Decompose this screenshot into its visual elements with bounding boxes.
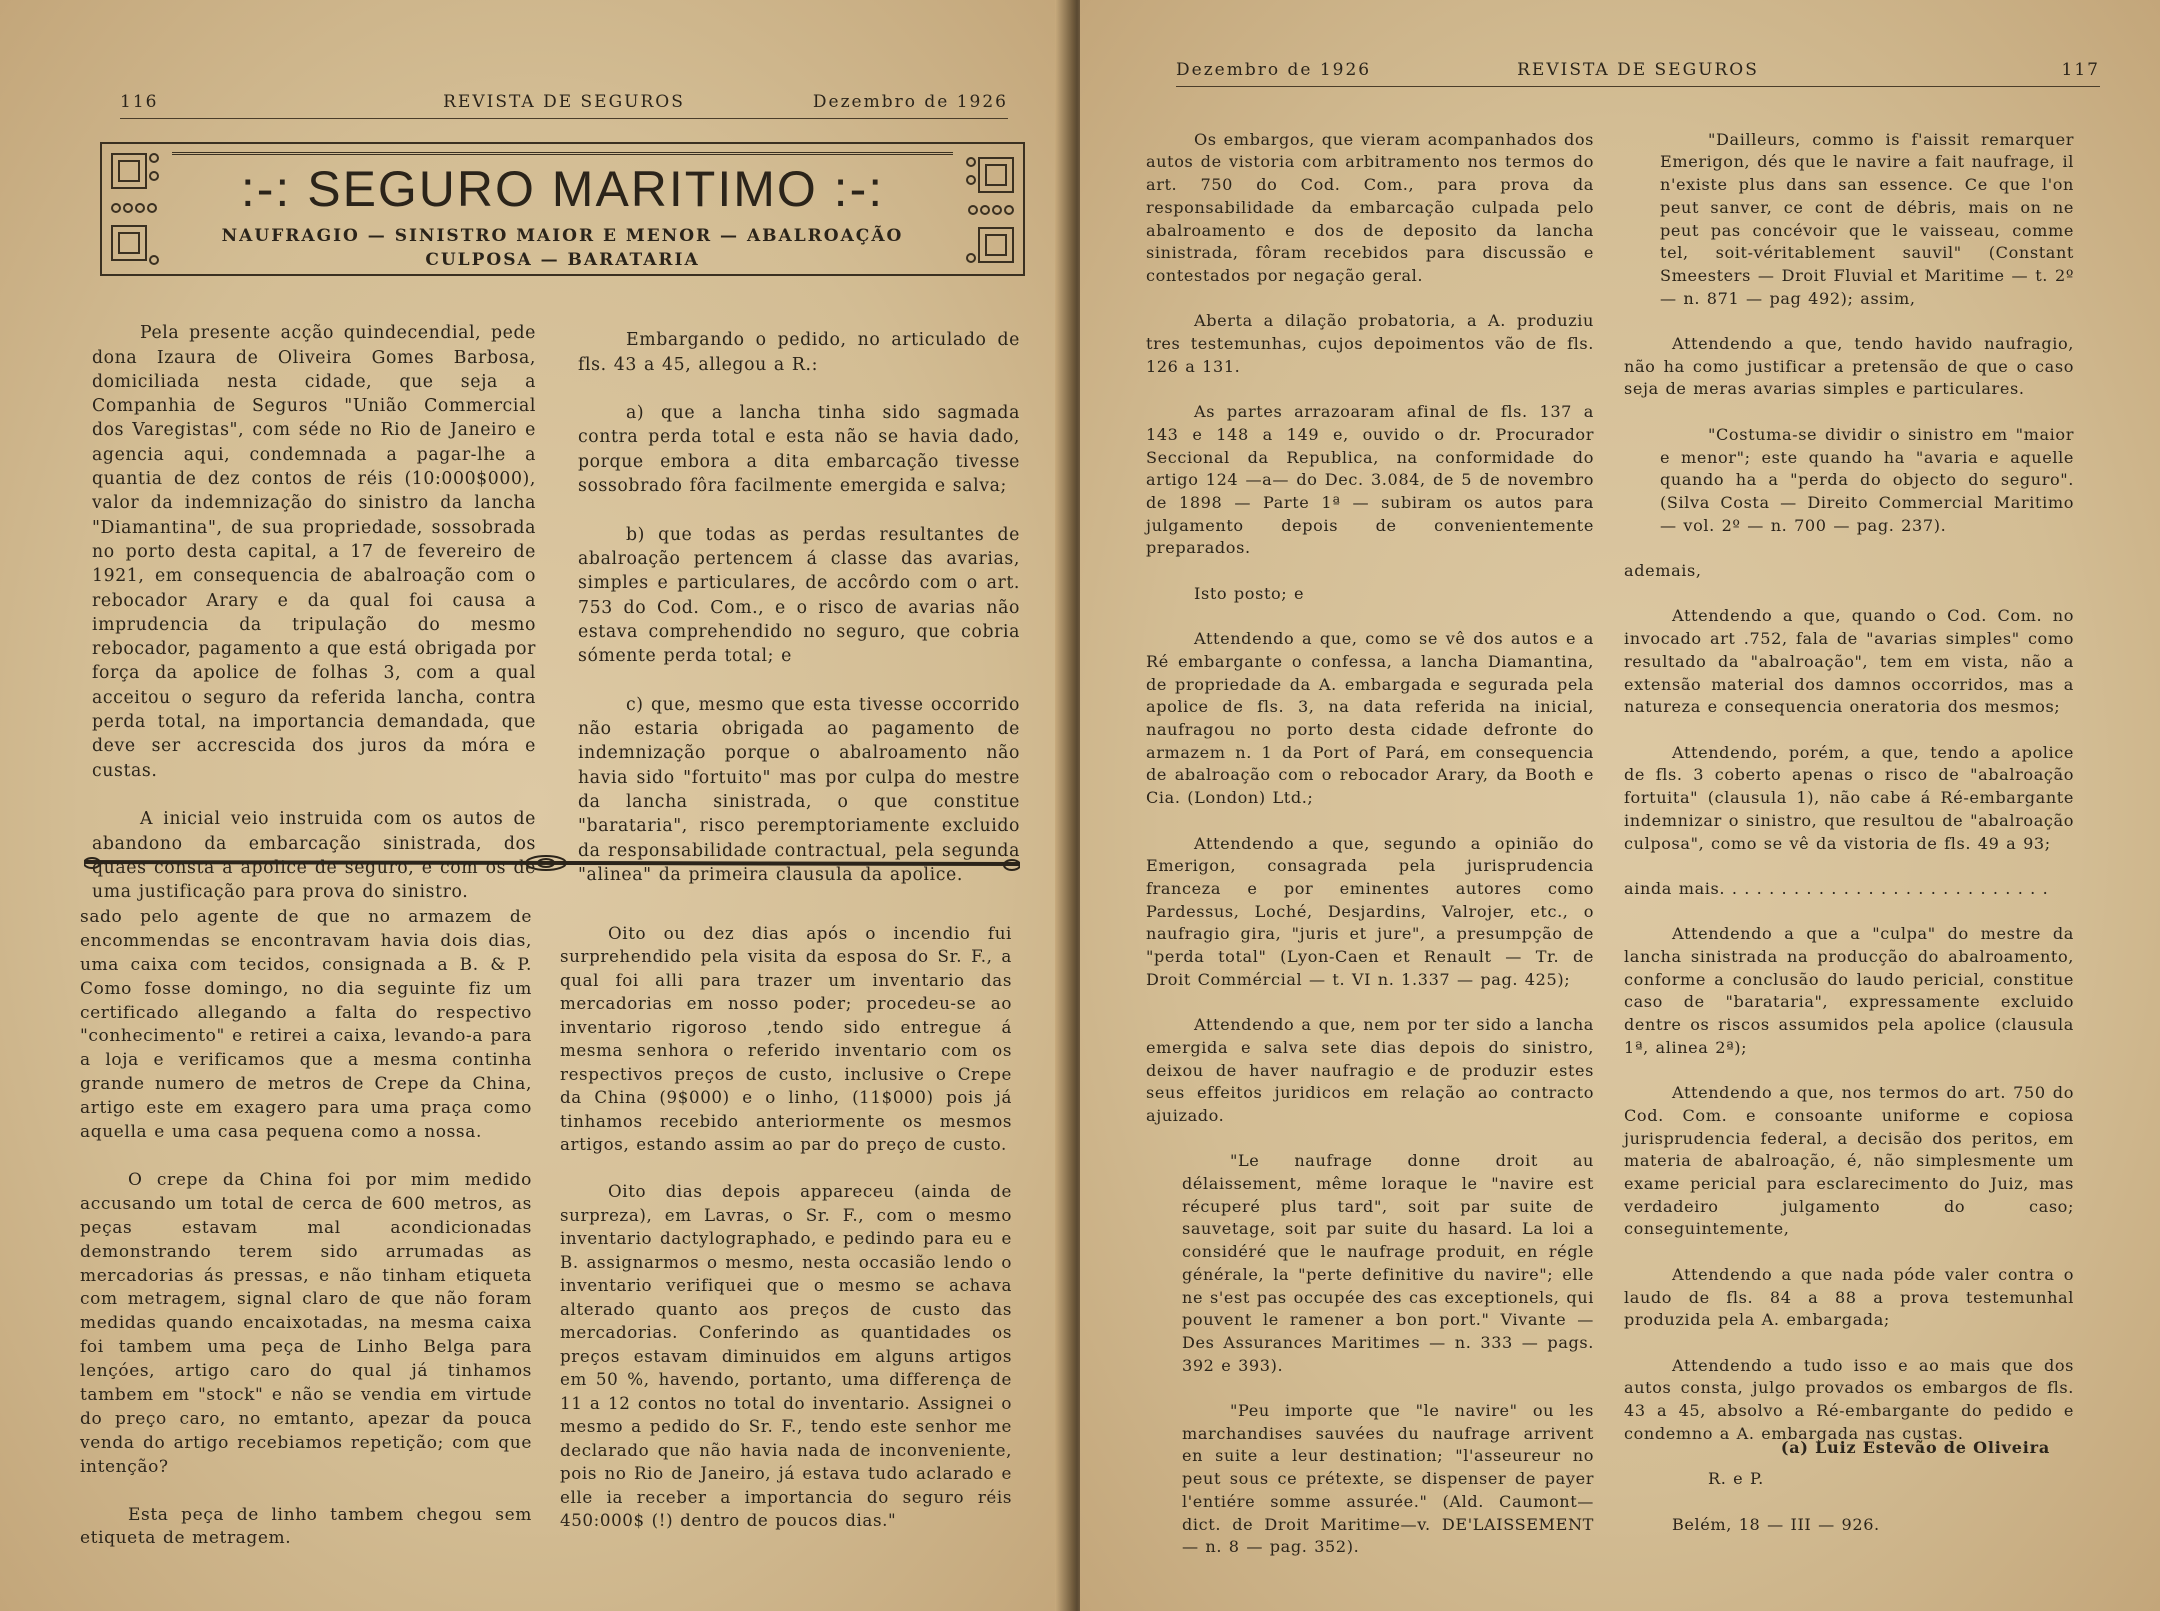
left-page: [0, 0, 1070, 1611]
paragraph: Os embargos, que vieram acompanhados dos autos de vistoria com arbitramento nos termos do art. 750 do Cod. Com., para prova da responsabilidade da embarcação culpada pelo abalroamento e dos de deposito da lancha sinistrada, fôram recebidos para discussão e contestados por negação geral.: [1146, 129, 1594, 285]
paragraph: Isto posto; e: [1194, 583, 1305, 603]
magazine-title: REVISTA DE SEGUROS: [1517, 60, 1759, 80]
paragraph: Attendendo a que, quando o Cod. Com. no invocado art .752, fala de "avarias simples" como resultado da "abalroação", tem em vista, não a extensão material dos damnos occorridos, mas a natureza e consequencia oneratoria dos mesmos;: [1624, 606, 2074, 717]
article-subtitle: [102, 224, 1023, 272]
paragraph: Oito ou dez dias após o incendio fui surprehendido pela visita da esposa do Sr. F., a qual foi alli para trazer um inventario das mercadorias em nosso poder; procedeu-se ao inventario rigoroso ,tendo sido entregue á mesma senhora o referido inventario com os respectivos preços de custo, inclusive o Crepe da China (9$000) e o linho, (11$000) pois já tinhamos recebido anteriormente os mesmos artigos, estando assim ao par do preço de custo.: [560, 922, 1012, 1154]
paragraph: As partes arrazoaram afinal de fls. 137 a 143 e 148 a 149 e, ouvido o dr. Procurador Seccional da Republica, na conformidade do artigo 124 —a— do Dec. 3.084, de 5 de novembro de 1898 — Parte 1ª — subiram os autos para julgamento depois de convenientemente preparados.: [1146, 402, 1594, 558]
quotation: "Costuma-se dividir o sinistro em "maior e menor"; este quando ha "avaria e aquelle quando ha a "perda do objecto do seguro". (Silva Costa — Direito Commercial Maritimo — vol. 2º — n. 700 — pag. 237).: [1660, 424, 2074, 535]
paragraph: Attendendo a que nada póde valer contra o laudo de fls. 84 a 88 a prova testemunhal produzida pela A. embargada;: [1624, 1264, 2074, 1330]
right-column-2: [1624, 106, 2074, 1559]
article-title: :-: SEGURO MARITIMO :-:: [240, 161, 885, 217]
paragraph: Embargando o pedido, no articulado de fls. 43 a 45, allegou a R.:: [578, 330, 1020, 375]
paragraph: Aberta a dilação probatoria, a A. produziu tres testemunhas, cujos depoimentos vão de fls. 126 a 131.: [1146, 311, 1594, 376]
paragraph: A inicial veio instruida com os autos de abandono da embarcação sinistrada, dos quaes consta a apolice de seguro, e com os de uma justificação para prova do sinistro.: [92, 809, 536, 903]
right-page-header: [1176, 58, 2100, 87]
paragraph: Attendendo a que, nem por ter sido a lancha emergida e salva sete dias depois do sinistro, deixou de haver naufragio e de produzir estes seus effeitos juridicos em relação ao contracto ajuizado.: [1146, 1015, 1594, 1125]
paragraph: Attendendo a que, segundo a opinião do Emerigon, consagrada pela jurisprudencia franceza e por eminentes autores como Pardessus, Loché, Desjardins, Valrojer, etc., o naufragio gira, "juris et jure", a presumpção de "perda total" (Lyon-Caen et Renault — Tr. de Droit Commércial — t. VI n. 1.337 — pag. 425);: [1146, 833, 1594, 989]
quotation: "Le naufrage donne droit au délaissement, même loraque le "navire est récuperé plus tard", soit par suite de sauvetage, soit par suite du hasard. La loi a considéré que le naufrage produit, en régle générale, la "perte definitive du navire"; elle ne s'est pas occupée des cas exceptionels, qui pouvent le ramener a bon port." Vivante — Des Assurances Maritimes — n. 333 — pags. 392 e 393).: [1182, 1151, 1594, 1375]
section-divider: [84, 855, 1020, 877]
paragraph: sado pelo agente de que no armazem de encommendas se encontravam havia dois dias, uma caixa com tecidos, consignada a B. & P. Como fosse domingo, no dia seguinte fiz um certificado allegando a falta do respectivo "conhecimento" e retirei a caixa, levando-a para a loja e verificamos que a mesma continha grande numero de metros de Crepe da China, artigo este em exagero para uma praça como aquella e uma casa pequena como a nossa.: [80, 906, 532, 1143]
page-number: 117: [2061, 60, 2100, 80]
magazine-title: REVISTA DE SEGUROS: [443, 92, 685, 112]
paragraph: Attendendo a tudo isso e ao mais que dos autos consta, julgo provados os embargos de fls. 43 a 45, absolvo a Ré-embargante do pedido e condemno a A. embargada nas custas.: [1624, 1355, 2074, 1443]
paragraph: Attendendo a que, como se vê dos autos e a Ré embargante o confessa, a lancha Diamantina, de propriedade da A. embargada e segurada pela apolice de fls. 3, na data referida na inicial, naufragou no porto desta cidade defronte do armazem n. 1 da Port of Pará, em consequencia de abalroação com o rebocador Arary, da Booth e Cia. (London) Ltd.;: [1146, 629, 1594, 808]
paragraph: ademais,: [1624, 561, 1702, 581]
article-title-box: [100, 142, 1025, 276]
paragraph: Attendendo a que a "culpa" do mestre da lancha sinistrada na producção do abalroamento, conforme a conclusão do laudo pericial, constitue caso de "barataria", expressamente excluido dentre os riscos assumidos pela apolice (clausula 1ª, alinea 2ª);: [1624, 924, 2074, 1057]
paragraph: Attendendo, porém, a que, tendo a apolice de fls. 3 coberto apenas o risco de "abalroação fortuita" (clausula 1), não cabe á Ré-embargante indemnizar o sinistro, que resultou de "abalroação culposa", como se vê da vistoria de fls. 49 a 93;: [1624, 742, 2074, 853]
paragraph: c) que, mesmo que esta tivesse occorrido não estaria obrigada ao pagamento de indemnização porque o abalroamento não havia sido "fortuito" mas por culpa do mestre da lancha sinistrada, o que constitue "barataria", risco peremptoriamente excluido da responsabilidade contractual, pela segunda "alinea" da primeira clausula da apolice.: [578, 694, 1020, 885]
paragraph: Attendendo a que, tendo havido naufragio, não ha como justificar a pretensão de que o caso seja de meras avarias simples e particulares.: [1624, 334, 2074, 399]
left-upper-column-1: [92, 297, 536, 929]
subtitle-line-1: NAUFRAGIO — SINISTRO MAIOR E MENOR — ABALROAÇÃO: [221, 226, 904, 246]
paragraph: Esta peça de linho tambem chegou sem etiqueta de metragem.: [80, 1504, 532, 1549]
signature: (a) Luiz Estevão de Oliveira: [1780, 1438, 2050, 1457]
left-lower-column-2: [560, 898, 1012, 1556]
left-upper-column-2: [578, 304, 1020, 911]
left-lower-column-1: [80, 882, 532, 1575]
closing-formula: R. e P.: [1708, 1469, 1764, 1489]
paragraph: a) que a lancha tinha sido sagmada contra perda total e esta não se havia dado, porque embora a dita embarcação tivesse sossobrado fôra facilmente emergida e salva;: [578, 403, 1020, 497]
paragraph: b) que todas as perdas resultantes de abalroação pertencem á classe das avarias, simples e particulares, de accôrdo com o art. 753 do Cod. Com., e o risco de avarias não estava comprehendido no seguro, que cobria sómente perda total; e: [578, 524, 1020, 667]
paragraph: Pela presente acção quindecendial, pede dona Izaura de Oliveira Gomes Barbosa, domiciliada nesta cidade, que seja a Companhia de Seguros "União Commercial dos Varegistas", com séde no Rio de Janeiro e agencia aqui, condemnada a pagar-lhe a quantia de dez contos de réis (10:000$000), valor da indemnização do sinistro da lancha "Diamantina", de sua propriedade, sossobrada no porto desta capital, a 17 de fevereiro de 1921, em consequencia de abalroação com o rebocador Arary e da qual foi causa a imprudencia da tripulação do mesmo rebocador, pagamento a que está obrigada por força da apolice de folhas 3, com a qual acceitou o seguro da referida lancha, contra perda total, na importancia demandada, que deve ser accrescida dos juros da móra e custas.: [92, 323, 536, 781]
quotation: "Peu importe que "le navire" ou les marchandises sauvées du naufrage arrivent en suite a leur destination; "l'asseureur no peut sous ce prétexte, se dispenser de payer l'entiére somme assurée." (Ald. Caumont—dict. de Droit Maritime—v. DE'LAISSEMENT — n. 8 — pag. 352).: [1182, 1401, 1594, 1557]
right-page: [1080, 0, 2160, 1611]
paragraph: ainda mais. . . . . . . . . . . . . . . . . . . . . . . . . . .: [1624, 878, 2049, 898]
date-line: Belém, 18 — III — 926.: [1672, 1514, 1880, 1534]
issue-date: Dezembro de 1926: [1176, 60, 1372, 80]
issue-date: Dezembro de 1926: [812, 92, 1008, 112]
title-rule: [172, 152, 953, 155]
paragraph: Attendendo a que, nos termos do art. 750 do Cod. Com. e consoante uniforme e copiosa jurisprudencia federal, a decisão dos peritos, em materia de abalroação, é, não simplesmente um exame pericial para esclarecimento do Juiz, mas verdadeiro julgamento do caso; conseguintemente,: [1624, 1083, 2074, 1239]
right-column-1: [1146, 106, 1594, 1582]
page-number: 116: [120, 92, 159, 112]
paragraph: Oito dias depois appareceu (ainda de surpreza), em Lavras, o Sr. F., com o mesmo inventario dactylographado, e pedindo para eu e B. assignarmos o mesmo, nesta occasião lendo o inventario verifiquei que o mesmo se achava alterado quanto aos preços de custo das mercadorias. Conferindo as quantidades os preços estavam diminuidos em alguns artigos em 50 %, havendo, portanto, uma differença de 11 a 12 contos no total do inventario. Assignei o mesmo a pedido do Sr. F., tendo este senhor me declarado que não havia nada de inconveniente, pois no Rio de Janeiro, já estava tudo aclarado e elle ia receber a importancia do seguro réis 450:000$ (!) dentro de poucos dias.": [560, 1181, 1012, 1530]
subtitle-line-2: CULPOSA — BARATARIA: [425, 250, 700, 270]
ornament-right-icon: [959, 148, 1017, 270]
quotation: "Dailleurs, commo is f'aissit remarquer Emerigon, dés que le navire a fait naufrage, il n'existe plus dans san essence. Ce que l'on peut sanver, ce cont de débris, mais on ne peut pas concévoir que le vaisseau, comme tel, soit-véritablement sauvil" (Constant Smeesters — Droit Fluvial et Maritime — t. 2º — n. 871 — pag 492); assim,: [1660, 129, 2074, 308]
left-page-header: [120, 90, 1008, 119]
paragraph: O crepe da China foi por mim medido accusando um total de cerca de 600 metros, as peças estavam mal acondicionadas demonstrando terem sido arrumadas as mercadorias ás pressas, e não tinham etiqueta com metragem, signal claro de que não foram medidas quando encaixotadas, na mesma caixa foi tambem uma peça de Linho Belga para lençóes, artigo caro do qual já tinhamos tambem em "stock" e não se vendia em virtude do preço caro, no emtanto, apezar da pouca venda do artigo recebiamos repetição; com que intenção?: [80, 1169, 532, 1477]
